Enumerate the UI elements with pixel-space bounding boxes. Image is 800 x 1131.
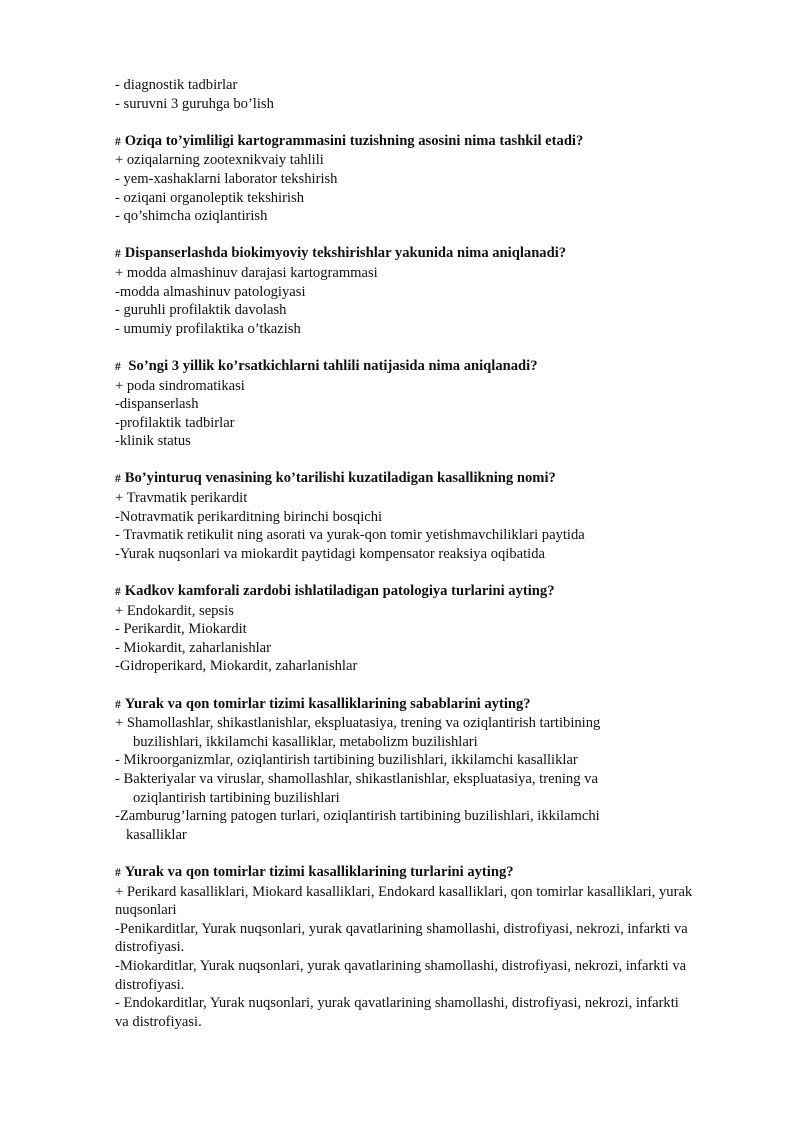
question-marker: # xyxy=(115,698,121,711)
question-block xyxy=(115,863,745,1031)
question-block xyxy=(115,244,745,338)
intro-list xyxy=(115,76,745,113)
answer-option: -dispanserlash xyxy=(115,396,199,413)
answer-option: -modda almashinuv patologiyasi xyxy=(115,283,306,300)
intro-line: - diagnostik tadbirlar xyxy=(115,77,238,93)
answer-option: -Zamburug’larning patogen turlari, oziqlantirish tartibining buzilishlari, ikkilamchi xyxy=(115,808,600,825)
answer-option: + Travmatik perikardit xyxy=(115,490,248,507)
answer-option-continuation: oziqlantirish tartibining buzilishlari xyxy=(133,789,340,806)
answer-option: -Gidroperikard, Miokardit, zaharlanishlar xyxy=(115,658,358,675)
question-marker: # xyxy=(115,586,121,599)
question-marker: # xyxy=(115,866,121,879)
answer-option: + modda almashinuv darajasi kartogrammasi xyxy=(115,264,378,281)
question-heading xyxy=(115,132,745,152)
question-heading xyxy=(115,863,745,883)
answer-option: -Notravmatik perikarditning birinchi bosqichi xyxy=(115,508,383,525)
answer-option: - Endokarditlar, Yurak nuqsonlari, yurak qavatlarining shamollashi, distrofiyasi, nekrozi, infarkti xyxy=(115,995,679,1012)
answer-option: -Yurak nuqsonlari va miokardit paytidagi kompensator reaksiya oqibatida xyxy=(115,545,545,562)
question-block xyxy=(115,582,745,676)
question-heading xyxy=(115,357,745,377)
answer-option: + Shamollashlar, shikastlanishlar, ekspluatasiya, trening va oziqlantirish tartibining xyxy=(115,715,601,732)
answer-option: - Perikardit, Miokardit xyxy=(115,621,247,638)
question-block xyxy=(115,132,745,226)
question-text: Dispanserlashda biokimyoviy tekshirishlar yakunida nima aniqlanadi? xyxy=(124,245,567,262)
answer-option: - yem-xashaklarni laborator tekshirish xyxy=(115,170,338,187)
answer-option: - Bakteriyalar va viruslar, shamollashlar, shikastlanishlar, ekspluatasiya, trening va xyxy=(115,770,598,787)
answer-option: -klinik status xyxy=(115,433,191,450)
question-block xyxy=(115,469,745,563)
answer-option: + Endokardit, sepsis xyxy=(115,602,234,619)
answer-option: -profilaktik tadbirlar xyxy=(115,414,235,431)
question-block xyxy=(115,357,745,451)
answer-option: + poda sindromatikasi xyxy=(115,377,245,394)
answer-option: -Penikarditlar, Yurak nuqsonlari, yurak qavatlarining shamollashi, distrofiyasi, nekrozi, infarkti va xyxy=(115,920,688,937)
question-heading xyxy=(115,244,745,264)
answer-option-continuation: distrofiyasi. xyxy=(115,939,185,956)
question-heading xyxy=(115,469,745,489)
answer-option-continuation: nuqsonlari xyxy=(115,902,177,919)
question-text: Yurak va qon tomirlar tizimi kasalliklarining turlarini ayting? xyxy=(124,863,514,880)
intro-line: - suruvni 3 guruhga bo’lish xyxy=(115,95,274,112)
question-text: So’ngi 3 yillik ko’rsatkichlarni tahlili natijasida nima aniqlanadi? xyxy=(128,357,538,374)
answer-option: - guruhli profilaktik davolash xyxy=(115,302,287,319)
answer-option: - qo’shimcha oziqlantirish xyxy=(115,208,268,225)
answer-option: - Travmatik retikulit ning asorati va yurak-qon tomir yetishmavchiliklari paytida xyxy=(115,527,585,544)
answer-option: -Miokarditlar, Yurak nuqsonlari, yurak qavatlarining shamollashi, distrofiyasi, nekrozi, infarkti va xyxy=(115,957,687,974)
answer-option: - oziqani organoleptik tekshirish xyxy=(115,189,305,206)
question-heading xyxy=(115,695,745,715)
question-marker: # xyxy=(115,248,121,261)
answer-option: - Miokardit, zaharlanishlar xyxy=(115,639,272,656)
answer-option-continuation: va distrofiyasi. xyxy=(115,1013,202,1030)
question-marker: # xyxy=(115,360,121,373)
question-marker: # xyxy=(115,135,121,148)
question-heading xyxy=(115,582,745,602)
question-text: Bo’yinturuq venasining ko’tarilishi kuzatiladigan kasallikning nomi? xyxy=(124,470,556,487)
question-text: Yurak va qon tomirlar tizimi kasalliklarining sabablarini ayting? xyxy=(124,695,531,712)
question-text: Kadkov kamforali zardobi ishlatiladigan patologiya turlarini ayting? xyxy=(124,583,555,600)
answer-option-continuation: kasalliklar xyxy=(126,826,187,843)
document-body xyxy=(115,76,745,1031)
answer-option: + oziqalarning zootexnikvaiy tahlili xyxy=(115,152,324,169)
question-text: Oziqa to’yimliligi kartogrammasini tuzishning asosini nima tashkil etadi? xyxy=(124,132,584,149)
question-block xyxy=(115,695,745,845)
answer-option-continuation: buzilishlari, ikkilamchi kasalliklar, metabolizm buzilishlari xyxy=(133,733,478,750)
answer-option: + Perikard kasalliklari, Miokard kasalliklari, Endokard kasalliklari, qon tomirlar kasalliklari, yurak xyxy=(115,883,693,900)
answer-option-continuation: distrofiyasi. xyxy=(115,976,185,993)
question-marker: # xyxy=(115,473,121,486)
answer-option: - Mikroorganizmlar, oziqlantirish tartibining buzilishlari, ikkilamchi kasalliklar xyxy=(115,752,578,769)
answer-option: - umumiy profilaktika o’tkazish xyxy=(115,320,301,337)
